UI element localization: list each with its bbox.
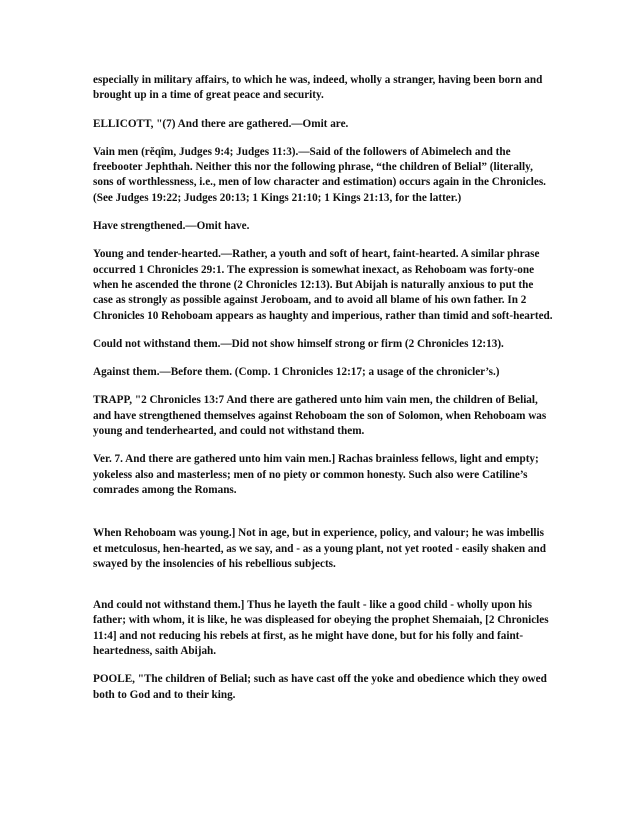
document-page bbox=[93, 73, 553, 716]
paragraph-poole-heading: POOLE, "The children of Belial; such as have cast off the yoke and obedience which they owed both to God and to their king. bbox=[93, 673, 547, 701]
paragraph-could-not-withstand: Could not withstand them.—Did not show himself strong or firm (2 Chronicles 12:13). bbox=[93, 337, 504, 350]
paragraph-against-them: Against them.—Before them. (Comp. 1 Chronicles 12:17; a usage of the chronicler’s.) bbox=[93, 366, 500, 379]
paragraph-layeth-fault: And could not withstand them.] Thus he layeth the fault - like a good child - wholly upon his father; with whom, it is like, he was displeased for obeying the prophet Shemaiah, [2 Chronicles 11:4] and not reducing his rebels at first, as he might have done, but for his folly and faint-heartedness, saith Abijah. bbox=[93, 599, 549, 658]
paragraph-vain-men: Vain men (rĕqîm, Judges 9:4; Judges 11:3).—Said of the followers of Abimelech and the freebooter Jephthah. Neither this nor the following phrase, “the children of Belial” (literally, sons of worthlessness, i.e., men of low character and estimation) occurs again in the Chronicles. (See Judges 19:22; Judges 20:13; 1 Kings 21:10; 1 Kings 21:13, for the latter.) bbox=[93, 145, 546, 204]
paragraph-young-tender-hearted: Young and tender-hearted.—Rather, a youth and soft of heart, faint-hearted. A similar phrase occurred 1 Chronicles 29:1. The expression is somewhat inexact, as Rehoboam was forty-one when he ascended the throne (2 Chronicles 12:13). But Abijah is naturally anxious to put the case as strongly as possible against Jeroboam, and to avoid all blame of his own father. In 2 Chronicles 10 Rehoboam appears as haughty and imperious, rather than timid and soft-hearted. bbox=[93, 248, 553, 322]
paragraph-rehoboam-young: When Rehoboam was young.] Not in age, but in experience, policy, and valour; he was imbellis et metculosus, hen-hearted, as we say, and - as a young plant, not yet rooted - easily shaken and swayed by the insolencies of his rebellious subjects. bbox=[93, 527, 546, 570]
paragraph-military-affairs: especially in military affairs, to which he was, indeed, wholly a stranger, having been born and brought up in a time of great peace and security. bbox=[93, 74, 543, 102]
paragraph-ver-7: Ver. 7. And there are gathered unto him vain men.] Rachas brainless fellows, light and empty; yokeless also and masterless; men of no piety or common honesty. Such also were Catiline’s comrades among the Romans. bbox=[93, 453, 539, 496]
paragraph-have-strengthened: Have strengthened.—Omit have. bbox=[93, 220, 250, 233]
paragraph-ellicott-heading: ELLICOTT, "(7) And there are gathered.—Omit are. bbox=[93, 117, 349, 130]
paragraph-trapp-heading: TRAPP, "2 Chronicles 13:7 And there are gathered unto him vain men, the children of Belial, and have strengthened themselves against Rehoboam the son of Solomon, when Rehoboam was young and tenderhearted, and could not withstand them. bbox=[93, 394, 547, 438]
